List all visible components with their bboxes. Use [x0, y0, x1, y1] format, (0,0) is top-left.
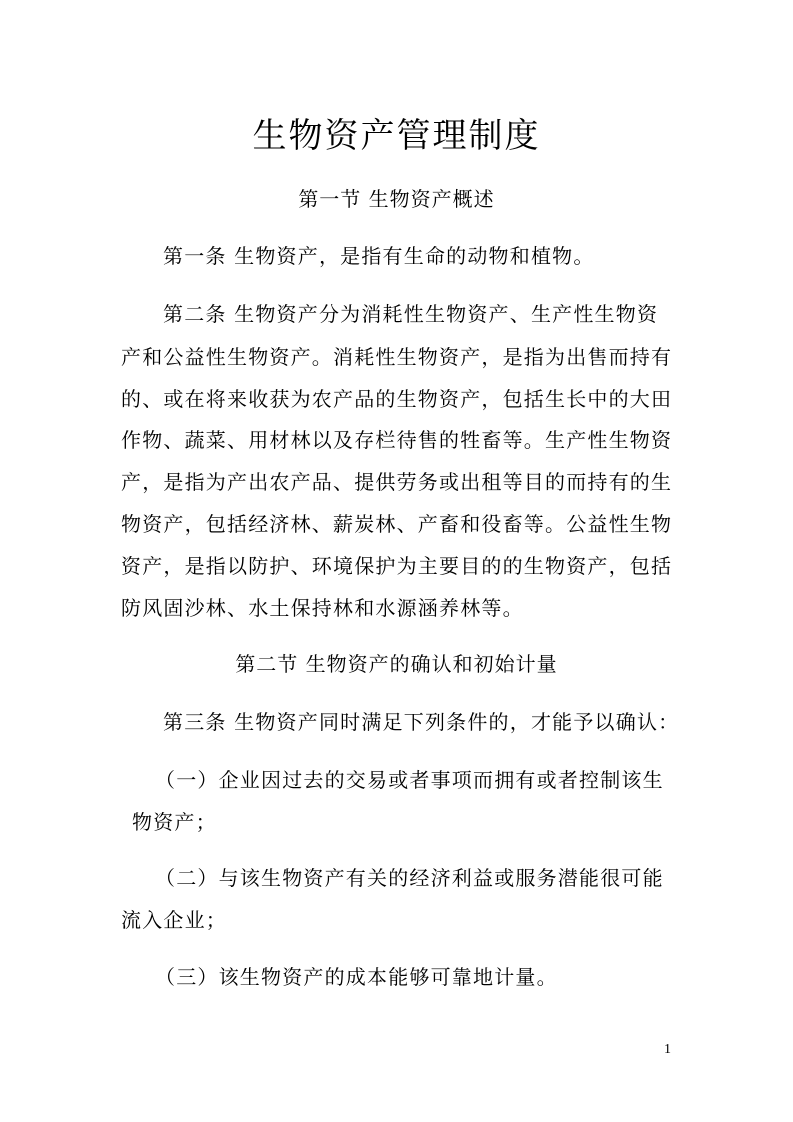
- article-2-line-7: 资产，是指以防护、环境保护为主要目的的生物资产，包括: [121, 554, 673, 578]
- article-2-line-1: 第二条 生物资产分为消耗性生物资产、生产性生物资: [163, 302, 659, 326]
- article-1-line-1: 第一条 生物资产，是指有生命的动物和植物。: [163, 244, 595, 268]
- article-2-line-6: 物资产，包括经济林、薪炭林、产畜和役畜等。公益性生物: [121, 512, 673, 536]
- article-3-line-1: 第三条 生物资产同时满足下列条件的，才能予以确认：: [163, 710, 680, 734]
- condition-2-line-2: 流入企业；: [121, 908, 227, 932]
- article-2-line-5: 产，是指为产出农产品、提供劳务或出租等目的而持有的生: [121, 470, 673, 494]
- section-heading-2: 第二节 生物资产的确认和初始计量: [235, 652, 558, 676]
- article-2-line-3: 的、或在将来收获为农产品的生物资产，包括生长中的大田: [121, 387, 673, 411]
- condition-2-line-1: （二）与该生物资产有关的经济利益或服务潜能很可能: [155, 866, 664, 890]
- section-heading-1: 第一节 生物资产概述: [298, 187, 495, 211]
- document-title: 生物资产管理制度: [252, 116, 541, 156]
- article-2-line-8: 防风固沙林、水土保持林和水源涵养林等。: [121, 596, 524, 620]
- article-2-line-2: 产和公益性生物资产。消耗性生物资产，是指为出售而持有: [121, 345, 673, 369]
- condition-1-line-1: （一）企业因过去的交易或者事项而拥有或者控制该生: [155, 768, 664, 792]
- condition-1-line-2: 物资产；: [132, 810, 217, 834]
- page-number: 1: [664, 1042, 671, 1057]
- article-2-line-4: 作物、蔬菜、用材林以及存栏待售的牲畜等。生产性生物资: [121, 428, 673, 452]
- condition-3-line-1: （三）该生物资产的成本能够可靠地计量。: [155, 965, 558, 989]
